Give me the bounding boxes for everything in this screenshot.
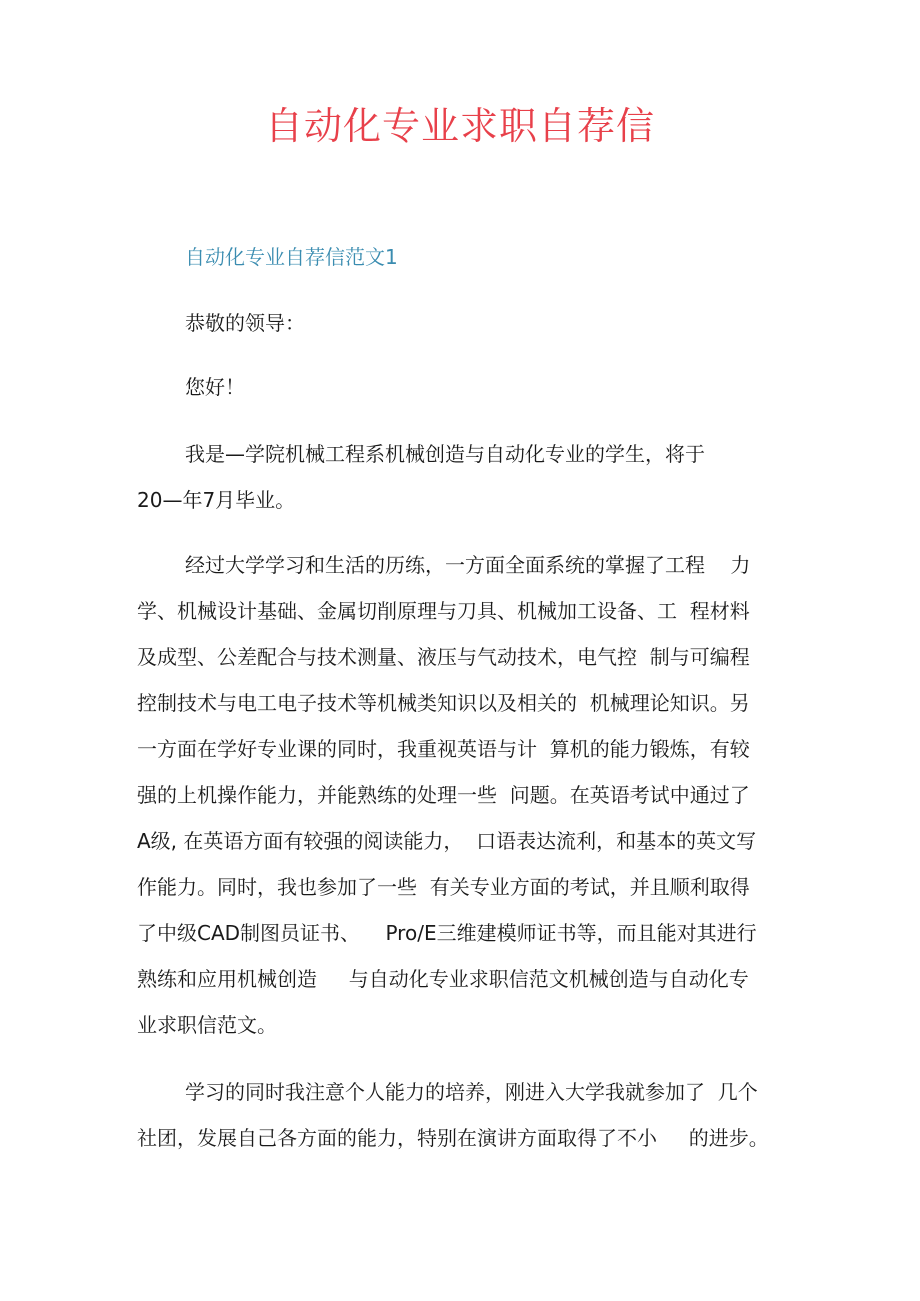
paragraph-2-line-5: 一方面在学好专业课的同时，我重视英语与计 算机的能力锻炼，有较: [137, 737, 750, 761]
paragraph-2-line-4: 控制技术与电工电子技术等机械类知识以及相关的 机械理论知识。另: [137, 691, 750, 715]
paragraph-2-line-1: 经过大学学习和生活的历练，一方面全面系统的掌握了工程 力: [185, 553, 751, 577]
paragraph-1-line-2: 20—年7月毕业。: [137, 488, 296, 512]
paragraph-1-line-1: 我是—学院机械工程系机械创造与自动化专业的学生，将于: [185, 442, 705, 466]
document-title: 自动化专业求职自荐信: [264, 104, 655, 148]
paragraph-2-line-7: A级, 在英语方面有较强的阅读能力， 口语表达流利，和基本的英文写: [137, 829, 757, 853]
paragraph-2-line-2: 学、机械设计基础、金属切削原理与刀具、机械加工设备、工 程材料: [137, 599, 750, 623]
paragraph-3-line-1: 学习的同时我注意个人能力的培养，刚进入大学我就参加了 几个: [185, 1080, 758, 1104]
paragraph-2-line-3: 及成型、公差配合与技术测量、液压与气动技术，电气控 制与可编程: [137, 645, 750, 669]
paragraph-2-line-10: 熟练和应用机械创造 与自动化专业求职信范文机械创造与自动化专: [137, 967, 749, 991]
greeting: 您好！: [185, 375, 245, 399]
paragraph-3-line-2: 社团，发展自己各方面的能力，特别在演讲方面取得了不小 的进步。: [137, 1126, 769, 1150]
paragraph-2-line-6: 强的上机操作能力，并能熟练的处理一些 问题。在英语考试中通过了: [137, 783, 750, 807]
paragraph-2-line-8: 作能力。同时，我也参加了一些 有关专业方面的考试，并且顺利取得: [137, 875, 750, 899]
paragraph-2-line-11: 业求职信范文。: [137, 1013, 277, 1037]
salutation: 恭敬的领导：: [185, 311, 305, 335]
document-subtitle: 自动化专业自荐信范文1: [185, 245, 398, 269]
paragraph-2-line-9: 了中级CAD制图员证书、 Pro/E三维建模师证书等，而且能对其进行: [137, 921, 757, 945]
